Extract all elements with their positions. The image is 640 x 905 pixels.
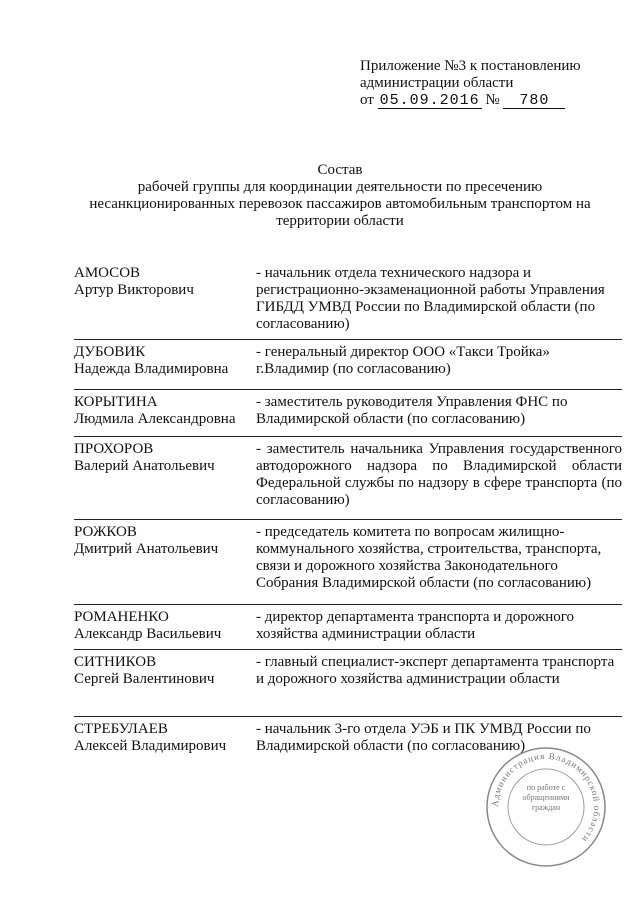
member-role: - директор департамента транспорта и дорожного хозяйства администрации области (256, 609, 575, 642)
title-line3: несанкционированных перевозок пассажиров автомобильным транспортом на (89, 196, 591, 212)
member-given-name: Людмила Александровна (74, 411, 236, 427)
member-given-name: Сергей Валентинович (74, 671, 215, 687)
document-title (60, 162, 620, 230)
member-surname: РОЖКОВ (74, 524, 137, 540)
member-given-name: Дмитрий Анатольевич (74, 541, 219, 557)
member-surname: ДУБОВИК (74, 344, 146, 360)
member-surname: СИТНИКОВ (74, 654, 157, 670)
appendix-line1: Приложение №3 к постановлению (360, 58, 581, 74)
member-name (74, 524, 256, 604)
date-prefix: от (360, 92, 374, 108)
seal-inner-text: по работе с обращениями граждан (522, 783, 570, 812)
member-row (74, 649, 622, 716)
member-given-name: Валерий Анатольевич (74, 458, 215, 474)
member-name (74, 654, 256, 716)
title-line2: рабочей группы для координации деятельности по пресечению (137, 179, 543, 195)
member-name (74, 609, 256, 649)
member-role: - председатель комитета по вопросам жилищно-коммунального хозяйства, строительства, транспорта, связи и дорожного хозяйства Законодательного Собрания Владимирской области (по согласованию) (256, 524, 602, 591)
member-role: - начальник 3-го отдела УЭБ и ПК УМВД России по Владимирской области (по согласованию) (256, 721, 591, 754)
member-name (74, 721, 256, 781)
member-row (74, 519, 622, 604)
member-given-name: Александр Васильевич (74, 626, 222, 642)
member-surname: РОМАНЕНКО (74, 609, 169, 625)
seal-outer-text: Администрация Владимирской области (489, 750, 603, 845)
member-name (74, 394, 256, 436)
appendix-header (360, 58, 620, 109)
member-role: - заместитель руководителя Управления ФНС по Владимирской области (по согласованию) (256, 394, 568, 427)
member-row (74, 265, 622, 339)
official-seal (484, 745, 608, 869)
title-line1: Состав (317, 162, 363, 178)
member-row (74, 436, 622, 519)
decree-number: 780 (503, 94, 565, 109)
members-list (74, 265, 622, 781)
member-surname: АМОСОВ (74, 265, 141, 281)
title-line4: территории области (276, 213, 404, 229)
member-role: - начальник отдела технического надзора и регистрационно-экзаменационной работы Управления ГИБДД УМВД России по Владимирской области (по согласованию) (256, 265, 605, 332)
appendix-date-line (360, 92, 620, 109)
member-given-name: Артур Викторович (74, 282, 194, 298)
member-name (74, 344, 256, 389)
member-role: - заместитель начальника Управления государственного автодорожного надзора по Владимирской области Федеральной службы по надзору в сфере транспорта (по согласованию) (256, 441, 622, 508)
number-prefix: № (485, 92, 500, 108)
member-name (74, 265, 256, 339)
decree-date: 05.09.2016 (379, 92, 480, 109)
member-row (74, 604, 622, 649)
member-row (74, 389, 622, 436)
member-surname: СТРЕБУЛАЕВ (74, 721, 168, 737)
member-surname: КОРЫТИНА (74, 394, 158, 410)
member-given-name: Надежда Владимировна (74, 361, 229, 377)
member-given-name: Алексей Владимирович (74, 738, 227, 754)
member-role: - генеральный директор ООО «Такси Тройка» г.Владимир (по согласованию) (256, 344, 550, 377)
member-row (74, 339, 622, 389)
member-role: - главный специалист-эксперт департамента транспорта и дорожного хозяйства администрации области (256, 654, 615, 687)
member-name (74, 441, 256, 519)
appendix-line2: администрации области (360, 75, 514, 91)
member-surname: ПРОХОРОВ (74, 441, 154, 457)
